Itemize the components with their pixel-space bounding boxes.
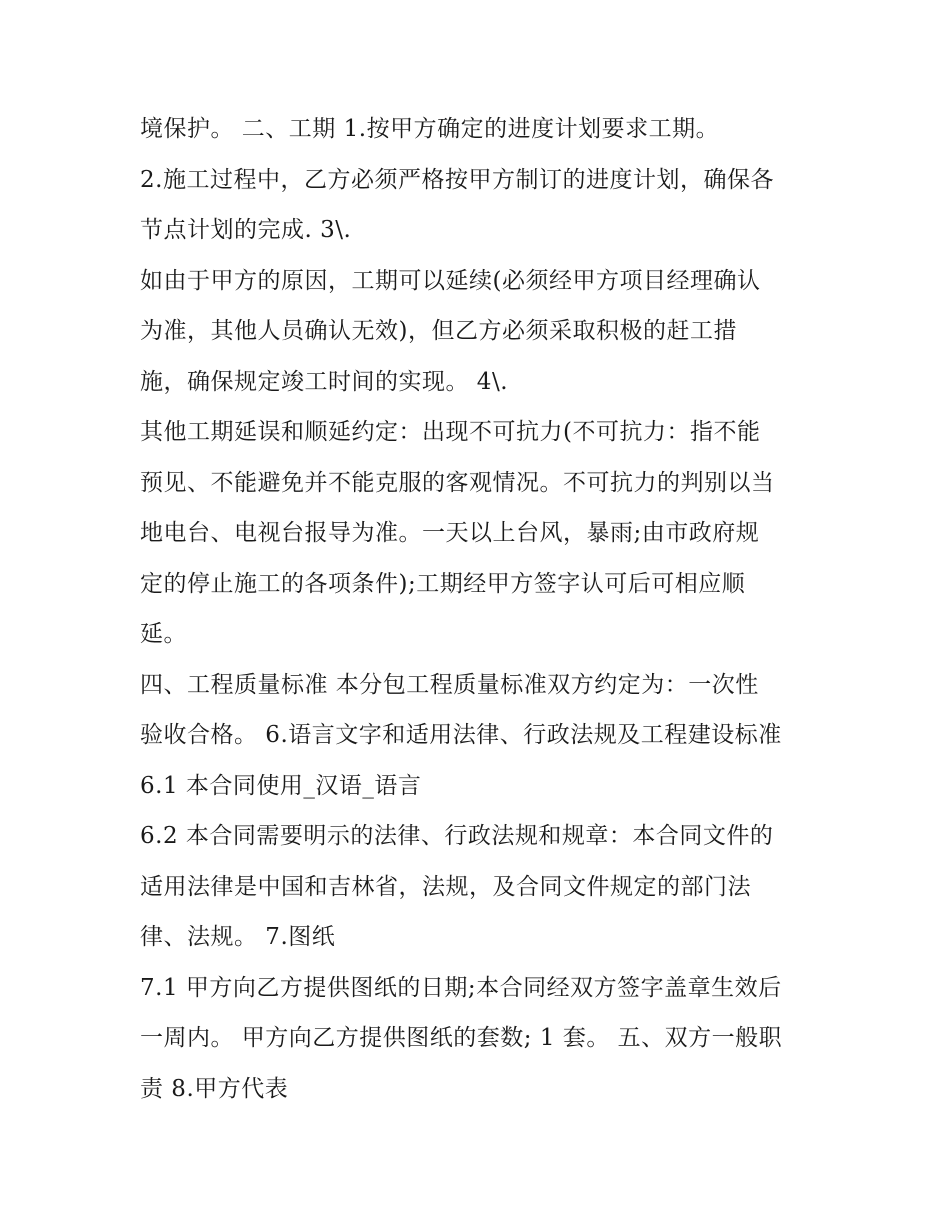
- text-line: 地电台、电视台报导为准。一天以上台风，暴雨;由市政府规: [140, 520, 760, 546]
- text-line: 7.1 甲方向乙方提供图纸的日期;本合同经双方签字盖章生效后: [140, 974, 782, 1001]
- text-line: 其他工期延误和顺延约定：出现不可抗力(不可抗力：指不能: [140, 419, 761, 445]
- text-line: 验收合格。 6.语言文字和适用法律、行政法规及工程建设标准: [140, 722, 782, 748]
- text-line: 适用法律是中国和吉林省，法规，及合同文件规定的部门法: [140, 873, 751, 900]
- text-line: 律、法规。 7.图纸: [140, 924, 336, 950]
- text-line: 一周内。 甲方向乙方提供图纸的套数; 1 套。 五、双方一般职: [140, 1025, 783, 1051]
- text-line: 预见、不能避免并不能克服的客观情况。不可抗力的判别以当: [140, 469, 775, 496]
- text-line: 节点计划的完成. 3\.: [140, 217, 352, 243]
- text-line: 境保护。 二、工期 1.按甲方确定的进度计划要求工期。: [140, 116, 720, 142]
- text-line: 如由于甲方的原因，工期可以延续(必须经甲方项目经理确认: [140, 267, 761, 294]
- text-line: 延。: [140, 621, 187, 647]
- text-line: 施，确保规定竣工时间的实现。 4\.: [140, 368, 509, 395]
- text-line: 6.2 本合同需要明示的法律、行政法规和规章：本合同文件的: [140, 823, 774, 849]
- text-line: 2.施工过程中，乙方必须严格按甲方制订的进度计划，确保各: [140, 166, 774, 193]
- text-line: 四、工程质量标准 本分包工程质量标准双方约定为：一次性: [140, 671, 759, 698]
- text-line: 责 8.甲方代表: [140, 1075, 289, 1102]
- text-line: 6.1 本合同使用_汉语_语言: [140, 772, 422, 799]
- document-body: [140, 104, 830, 1114]
- text-line: 定的停止施工的各项条件);工期经甲方签字认可后可相应顺: [140, 570, 746, 597]
- text-line: 为准，其他人员确认无效)，但乙方必须采取积极的赶工措: [140, 318, 737, 344]
